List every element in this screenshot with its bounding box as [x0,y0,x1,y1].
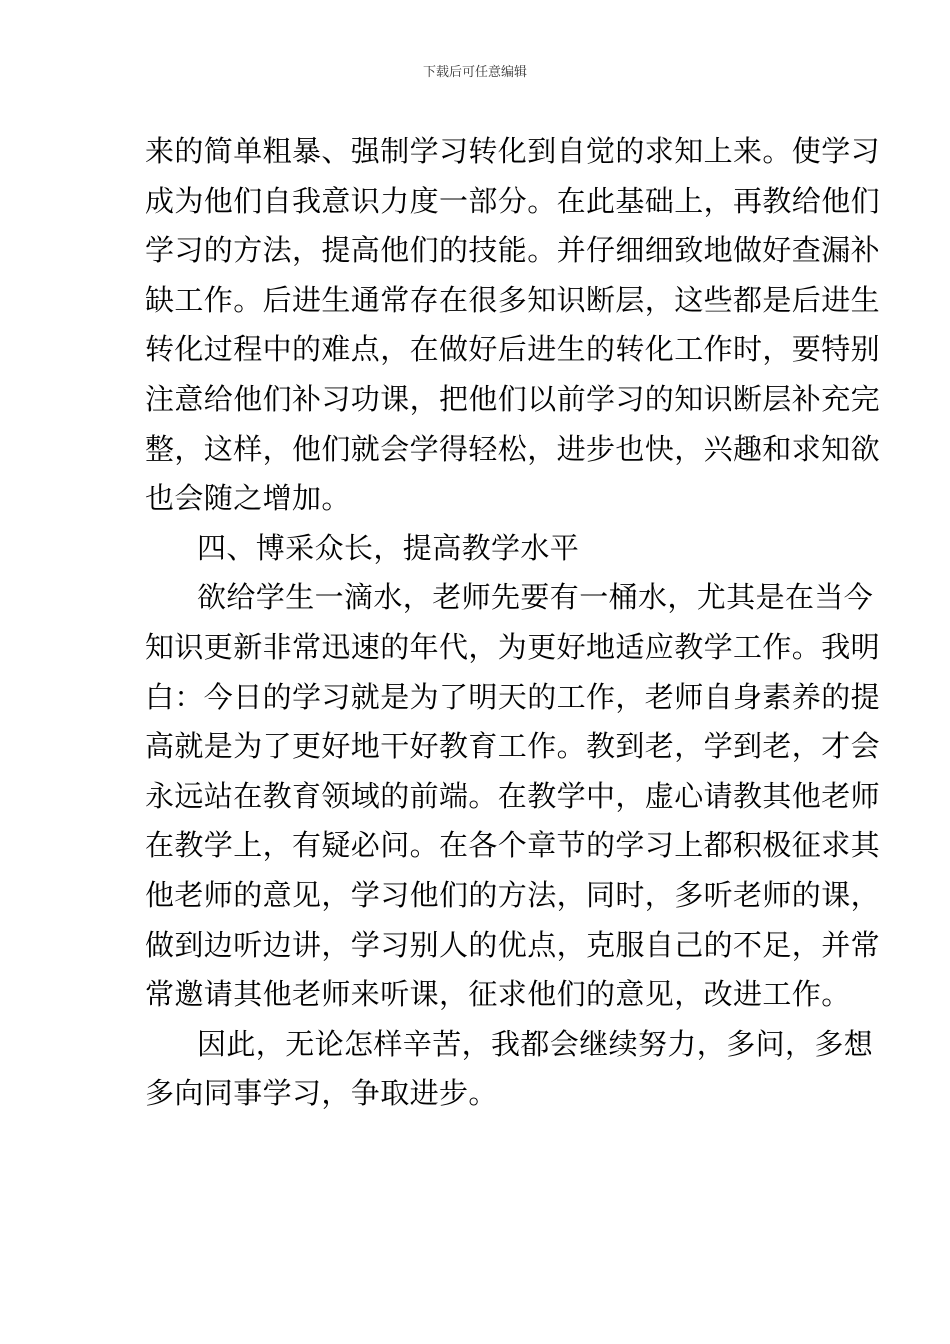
section-heading: 四、博采众长，提高教学水平 [197,530,580,565]
text-line: 永远站在教育领域的前端。在教学中，虚心请教其他老师 [145,778,881,813]
text-line: 高就是为了更好地干好教育工作。教到老，学到老，才会 [145,729,881,764]
text-line: 白：今日的学习就是为了明天的工作，老师自身素养的提 [145,679,881,714]
text-line: 做到边听边讲，学习别人的优点，克服自己的不足，并常 [145,927,881,962]
text-line: 学习的方法，提高他们的技能。并仔细细致地做好查漏补 [145,233,881,268]
text-line: 因此，无论怎样辛苦，我都会继续努力，多问，多想 [197,1026,874,1061]
text-line: 他老师的意见，学习他们的方法，同时，多听老师的课， [145,877,881,912]
text-line: 注意给他们补习功课，把他们以前学习的知识断层补充完 [145,381,881,416]
text-line: 来的简单粗暴、强制学习转化到自觉的求知上来。使学习 [145,134,881,168]
text-line: 整，这样，他们就会学得轻松，进步也快，兴趣和求知欲 [145,431,881,466]
text-line: 欲给学生一滴水，老师先要有一桶水，尤其是在当今 [197,580,874,615]
text-line: 常邀请其他老师来听课，征求他们的意见，改进工作。 [145,977,851,1012]
text-line: 转化过程中的难点，在做好后进生的转化工作时，要特别 [145,332,881,367]
text-line: 知识更新非常迅速的年代，为更好地适应教学工作。我明 [145,629,881,664]
text-line: 多向同事学习，争取进步。 [145,1076,498,1111]
text-line: 成为他们自我意识力度一部分。在此基础上，再教给他们 [145,183,881,218]
text-line: 也会随之增加。 [145,481,351,516]
page-header: 下载后可任意编辑 [422,65,527,80]
document-body [145,127,881,1119]
text-line: 缺工作。后进生通常存在很多知识断层，这些都是后进生 [145,282,881,317]
text-line: 在教学上，有疑必问。在各个章节的学习上都积极征求其 [145,828,881,863]
